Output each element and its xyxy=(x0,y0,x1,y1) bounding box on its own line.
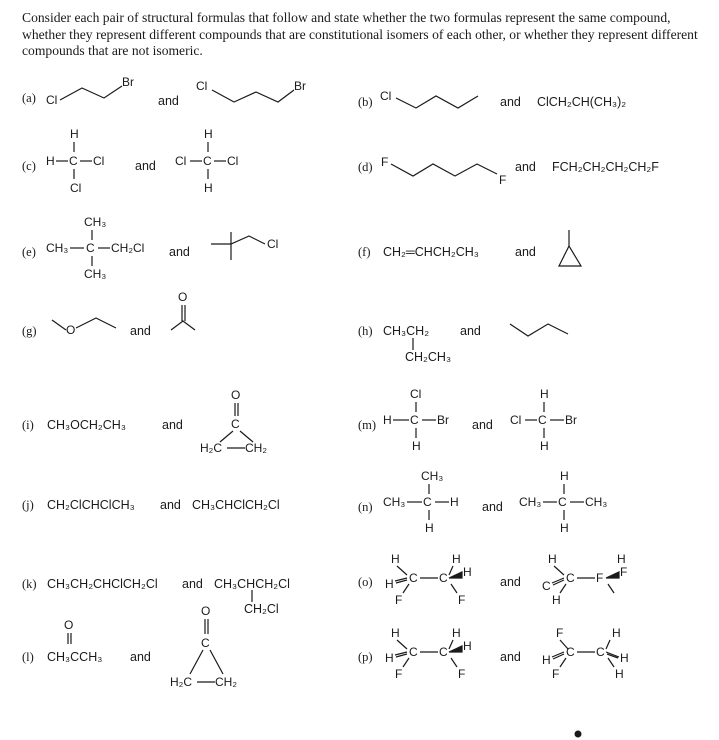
problem-o-right-structure xyxy=(542,550,652,612)
atom-h: H xyxy=(70,127,79,141)
atom-h: H xyxy=(391,626,400,640)
atom-cl: Cl xyxy=(46,93,58,107)
problem-h-label: (h) xyxy=(358,324,373,338)
problem-e-left-structure xyxy=(46,210,166,290)
problem-p-right-structure xyxy=(542,624,652,686)
problem-f-label: (f) xyxy=(358,245,371,259)
atom-c: C xyxy=(439,645,448,659)
and-h: and xyxy=(460,324,481,338)
problem-j-left-formula: CH₂ClCHClCH₃ xyxy=(47,498,135,512)
atom-c: C xyxy=(596,645,605,659)
and-d: and xyxy=(515,160,536,174)
and-f: and xyxy=(515,245,536,259)
atom-h: H xyxy=(540,439,549,453)
atom-h: H xyxy=(540,387,549,401)
atom-h: H xyxy=(620,651,629,665)
atom-ch3-left: CH₃ xyxy=(383,495,406,509)
atom-cl: Cl xyxy=(70,181,82,195)
atom-ch3-left: CH₃ xyxy=(519,495,542,509)
atom-c: C xyxy=(231,417,240,431)
atom-h: H xyxy=(385,651,394,665)
atom-h: H xyxy=(383,413,392,427)
atom-ch3-bottom: CH₃ xyxy=(84,267,107,281)
atom-cl: Cl xyxy=(410,387,422,401)
atom-c: C xyxy=(423,495,432,509)
and-n: and xyxy=(482,500,503,514)
atom-c: C xyxy=(203,154,212,168)
atom-h: H xyxy=(617,552,626,566)
problem-p-label: (p) xyxy=(358,650,373,664)
atom-h: H xyxy=(204,181,213,195)
and-c: and xyxy=(135,159,156,173)
problem-l-label: (l) xyxy=(22,650,34,664)
atom-h2c: H₂C xyxy=(170,675,192,689)
atom-h2c: H₂C xyxy=(200,441,222,455)
atom-ch3-right: CH₃ xyxy=(585,495,608,509)
problem-c-left-structure xyxy=(46,124,126,204)
atom-c: C xyxy=(410,413,419,427)
atom-f: H xyxy=(552,593,561,607)
atom-ch3-top: CH₃ xyxy=(421,469,444,483)
atom-cl: Cl xyxy=(93,154,105,168)
and-e: and xyxy=(169,245,190,259)
atom-h: H xyxy=(452,552,461,566)
problem-d-label: (d) xyxy=(358,160,373,174)
problem-i-left-formula: CH₃OCH₂CH₃ xyxy=(47,418,126,432)
atom-f: F xyxy=(458,667,466,681)
problem-h-line2: CH₂CH₃ xyxy=(405,350,452,364)
problem-m-left-structure xyxy=(383,384,473,464)
and-b: and xyxy=(500,95,521,109)
problem-d-right-formula: FCH₂CH₂CH₂CH₂F xyxy=(552,160,659,174)
atom-o: O xyxy=(178,290,188,304)
atom-h: H xyxy=(425,521,434,535)
problem-c-label: (c) xyxy=(22,159,36,173)
problem-i-right-structure xyxy=(200,386,280,456)
atom-h: H xyxy=(463,639,472,653)
problem-k-right-line2: CH₂Cl xyxy=(244,602,279,616)
problem-e-label: (e) xyxy=(22,245,36,259)
atom-c: C xyxy=(566,645,575,659)
problem-j-label: (j) xyxy=(22,498,34,512)
atom-f: F xyxy=(552,667,560,681)
atom-ch3-top: CH₃ xyxy=(84,215,107,229)
atom-f: F xyxy=(395,593,403,607)
atom-o: O xyxy=(64,618,74,632)
problem-e-right-structure xyxy=(205,222,295,272)
atom-cl: Cl xyxy=(510,413,522,427)
atom-cl: Cl xyxy=(227,154,239,168)
and-i: and xyxy=(162,418,183,432)
problem-l-left-formula: CH₃CCH₃ xyxy=(47,650,103,664)
problem-o-label: (o) xyxy=(358,575,373,589)
atom-c: C xyxy=(409,645,418,659)
instructions-paragraph: Consider each pair of structural formulas that follow and state whether the two formulas represent the same compound, whether they represent different compounds that are constitutional isomers of each other, or whether they represent different compounds that are not isomeric. xyxy=(22,10,698,58)
problem-j-right-formula: CH₃CHClCH₂Cl xyxy=(192,498,280,512)
and-j: and xyxy=(160,498,181,512)
and-l: and xyxy=(130,650,151,664)
atom-h: H xyxy=(412,439,421,453)
problem-k-right-line1: CH₃CHCH₂Cl xyxy=(214,577,290,591)
problem-h-line1: CH₃CH₂ xyxy=(383,324,430,338)
atom-br: Br xyxy=(122,75,134,89)
atom-cl: Cl xyxy=(196,79,208,93)
problem-p-left-structure xyxy=(385,624,495,686)
problem-k-left-formula: CH₃CH₂CHClCH₂Cl xyxy=(47,577,158,591)
atom-c: F xyxy=(596,571,604,585)
atom-c: C xyxy=(86,241,95,255)
problem-a-left-structure xyxy=(46,74,146,114)
atom-h: H xyxy=(450,495,459,509)
problem-o-left-structure xyxy=(385,550,495,612)
atom-h: H xyxy=(612,626,621,640)
atom-c: C xyxy=(439,571,448,585)
atom-ch2cl: CH₂Cl xyxy=(111,241,145,255)
atom-br: Br xyxy=(294,79,306,93)
atom-c: C xyxy=(409,571,418,585)
ink-dot xyxy=(572,728,584,740)
atom-f: F xyxy=(556,626,564,640)
atom-cl: Cl xyxy=(267,237,279,251)
atom-br: Br xyxy=(437,413,449,427)
problem-b-right-formula: ClCH₂CH(CH₃)₂ xyxy=(537,95,627,109)
problem-m-label: (m) xyxy=(358,418,377,432)
problem-f-left-formula: CH₂═CHCH₂CH₃ xyxy=(383,245,479,259)
problem-f-right-structure xyxy=(553,228,593,272)
problem-i-label: (i) xyxy=(22,418,34,432)
atom-c: C xyxy=(558,495,567,509)
problem-k-label: (k) xyxy=(22,577,37,591)
problem-b-left-structure xyxy=(380,84,490,114)
atom-c: C xyxy=(201,636,210,650)
atom-h: H xyxy=(463,565,472,579)
atom-f: F xyxy=(381,155,389,169)
problem-g-left-structure xyxy=(50,310,130,340)
atom-h: H xyxy=(204,127,213,141)
problem-m-right-structure xyxy=(510,384,600,464)
problem-d-left-structure xyxy=(381,152,521,192)
and-p: and xyxy=(500,650,521,664)
atom-cl: Cl xyxy=(380,89,392,103)
atom-h: H xyxy=(452,626,461,640)
atom-h: H xyxy=(542,653,551,667)
and-k: and xyxy=(182,577,203,591)
and-m: and xyxy=(472,418,493,432)
and-o: and xyxy=(500,575,521,589)
atom-br: Br xyxy=(565,413,577,427)
problem-g-right-structure xyxy=(165,288,205,338)
problem-n-right-structure xyxy=(519,466,629,546)
atom-h: C xyxy=(542,579,551,593)
problem-n-label: (n) xyxy=(358,500,373,514)
atom-h: H xyxy=(560,469,569,483)
atom-h: H xyxy=(560,521,569,535)
atom-f: F xyxy=(499,173,507,187)
problem-n-left-structure xyxy=(383,466,483,546)
atom-ch2: CH₂ xyxy=(245,441,267,455)
atom-f: F xyxy=(620,565,628,579)
atom-o: O xyxy=(201,604,211,618)
atom-h: H xyxy=(46,154,55,168)
atom-o: O xyxy=(231,388,241,402)
problem-c-right-structure xyxy=(175,124,265,204)
atom-c: C xyxy=(69,154,78,168)
atom-f: F xyxy=(395,667,403,681)
atom-h: H xyxy=(385,577,394,591)
atom-ch3-left: CH₃ xyxy=(46,241,69,255)
problem-a-right-structure xyxy=(190,74,330,114)
atom-cl: Cl xyxy=(175,154,187,168)
problem-l-right-structure xyxy=(170,602,250,692)
atom-c: C xyxy=(566,571,575,585)
and-a: and xyxy=(158,94,179,108)
atom-ch2: CH₂ xyxy=(215,675,237,689)
and-g: and xyxy=(130,324,151,338)
problem-g-label: (g) xyxy=(22,324,37,338)
atom-h: H xyxy=(548,552,557,566)
atom-h: H xyxy=(391,552,400,566)
atom-f: F xyxy=(458,593,466,607)
atom-c: C xyxy=(538,413,547,427)
problem-b-label: (b) xyxy=(358,95,373,109)
problem-h-right-structure xyxy=(508,314,578,344)
atom-o: O xyxy=(66,323,76,337)
atom-h: H xyxy=(615,667,624,681)
problem-a-label: (a) xyxy=(22,91,36,105)
